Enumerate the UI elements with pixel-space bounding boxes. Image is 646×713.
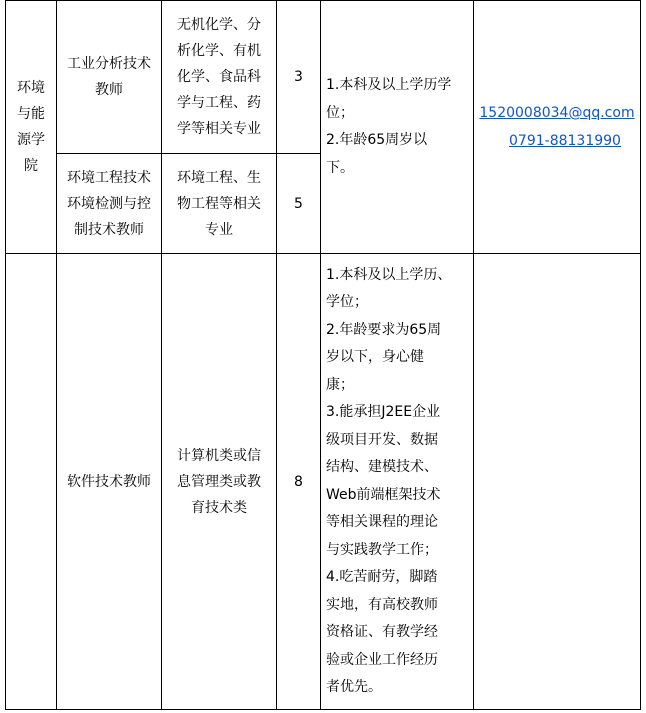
position-cell — [57, 1, 162, 154]
college-name-line: 与能 — [17, 106, 45, 122]
requirement-line: 位； — [326, 104, 354, 121]
position-cell — [57, 154, 162, 254]
requirement-line: 验或企业工作经历 — [326, 651, 438, 668]
college-name-line: 环境 — [17, 80, 45, 96]
major-line: 计算机类或信 — [177, 447, 261, 464]
major-cell — [162, 1, 277, 154]
requirement-line: 岁以下，身心健 — [326, 349, 424, 365]
position-title-line: 环境工程技术 — [67, 169, 151, 186]
table-row — [6, 1, 641, 154]
requirement-line: 2.年龄要求为65周 — [326, 321, 442, 338]
requirement-line: Web前端框架技术 — [326, 486, 441, 503]
requirement-line: 4.吃苦耐劳，脚踏 — [326, 569, 438, 585]
major-line: 育技术类 — [191, 499, 247, 516]
requirement-line: 资格证、有教学经 — [326, 624, 438, 640]
requirement-line: 者优先。 — [326, 679, 382, 695]
requirement-line: 康； — [326, 376, 354, 393]
position-title-line: 工业分析技术 — [67, 56, 151, 72]
contact-cell — [474, 254, 641, 710]
requirement-line: 1.本科及以上学历、 — [326, 266, 452, 283]
requirement-line: 结构、建模技术、 — [326, 459, 438, 475]
position-title-line: 制技术教师 — [74, 221, 144, 238]
major-line: 物工程等相关 — [177, 195, 261, 212]
major-line: 学等相关专业 — [177, 121, 261, 137]
count-cell: 3 — [277, 1, 321, 154]
requirement-line: 1.本科及以上学历学 — [326, 77, 452, 93]
phone-link[interactable]: 0791-88131990 — [509, 133, 621, 149]
position-cell — [57, 254, 162, 710]
requirement-line: 与实践教学工作； — [326, 541, 438, 558]
college-name-line: 源学 — [17, 132, 45, 148]
major-line: 析化学、有机 — [177, 43, 261, 59]
major-line: 学与工程、药 — [177, 95, 261, 111]
requirement-line: 实地，有高校教师 — [326, 596, 438, 613]
position-title-line: 教师 — [95, 82, 123, 98]
count-cell: 8 — [277, 254, 321, 710]
requirement-line: 级项目开发、数据 — [326, 431, 438, 448]
recruitment-table — [5, 0, 641, 710]
requirement-line: 3.能承担J2EE企业 — [326, 404, 441, 420]
contact-cell — [474, 1, 641, 254]
email-link[interactable]: 1520008034@qq.com — [479, 105, 635, 121]
major-line: 息管理类或教 — [177, 473, 261, 490]
requirement-line: 下。 — [326, 159, 354, 176]
major-cell — [162, 154, 277, 254]
requirement-line: 学位； — [326, 294, 368, 310]
requirement-line: 等相关课程的理论 — [326, 514, 438, 530]
major-line: 专业 — [205, 221, 233, 238]
position-title-line: 软件技术教师 — [67, 473, 151, 490]
requirement-line: 2.年龄65周岁以 — [326, 132, 428, 148]
requirements-cell — [321, 1, 474, 254]
college-name-line: 院 — [24, 158, 38, 174]
major-cell — [162, 254, 277, 710]
position-title-line: 环境检测与控 — [67, 195, 151, 212]
count-cell: 5 — [277, 154, 321, 254]
college-cell — [6, 254, 57, 710]
major-line: 环境工程、生 — [177, 169, 261, 186]
major-line: 化学、食品科 — [177, 69, 261, 85]
requirements-cell — [321, 254, 474, 710]
major-line: 无机化学、分 — [177, 17, 261, 33]
college-cell — [6, 1, 57, 254]
table-row — [6, 254, 641, 710]
